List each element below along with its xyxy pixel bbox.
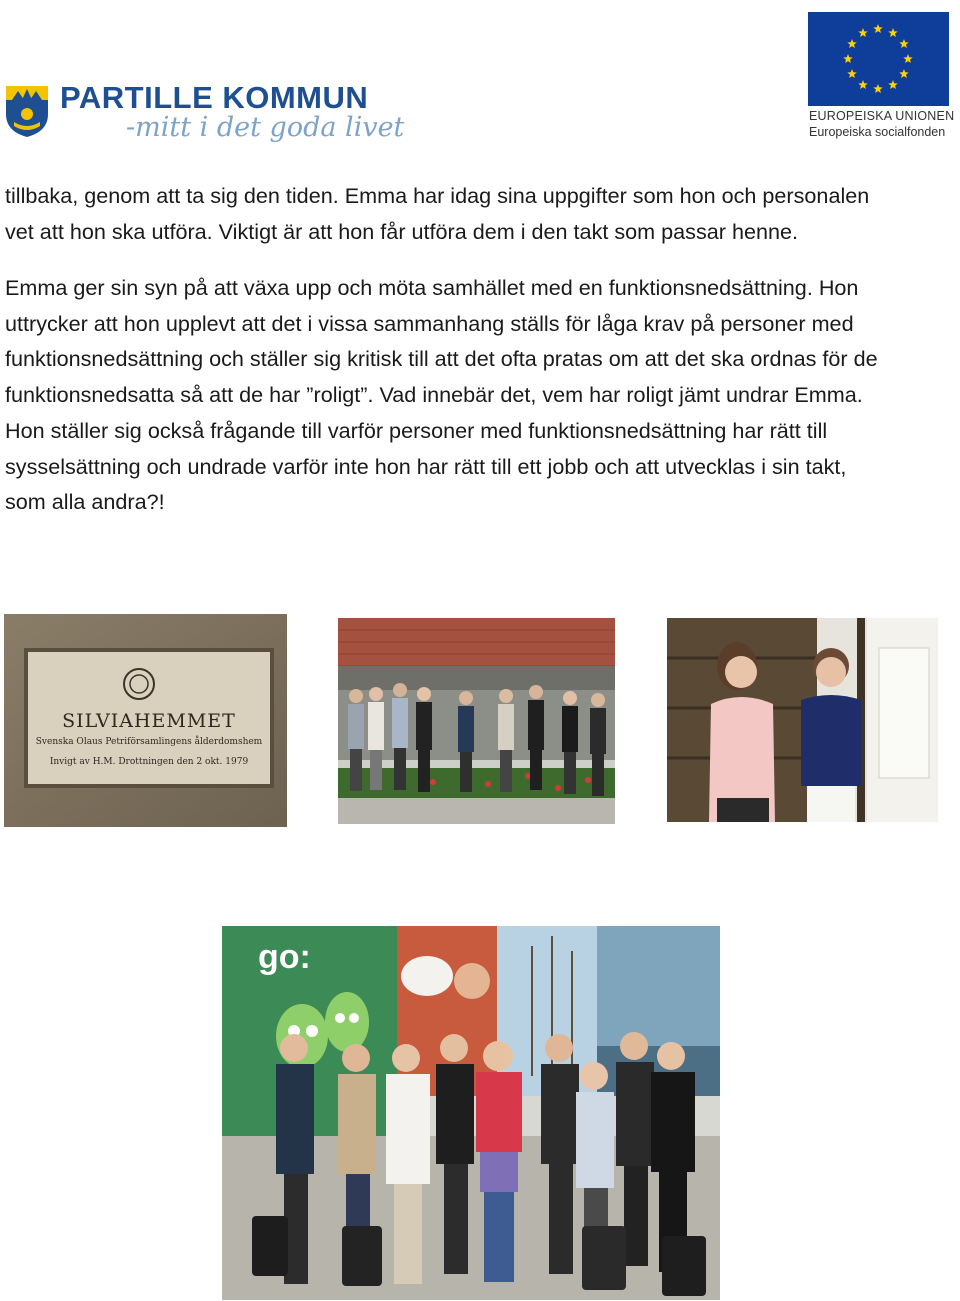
municipality-slogan: -mitt i det goda livet	[126, 112, 405, 143]
partille-kommun-logo	[4, 80, 405, 155]
eu-social-fund-label: Europeiska socialfonden	[809, 125, 946, 139]
plaque-title: SILVIAHEMMET	[62, 710, 236, 732]
eu-logo	[808, 12, 953, 142]
photo-group-outdoor	[338, 618, 615, 824]
text-line: Hon ställer sig också frågande till varför personer med funktionsnedsättning har rätt till	[5, 417, 828, 443]
text-line: sysselsättning och undrade varför inte hon har rätt till ett jobb och att utvecklas i sin takt,	[5, 453, 847, 479]
text-line: Emma ger sin syn på att växa upp och möta samhället med en funktionsnedsättning. Hon	[5, 275, 859, 300]
text-line: funktionsnedsättning och ställer sig kritisk till att det ofta pratas om att det ska ordnas för de	[5, 346, 878, 372]
paragraph-1	[5, 178, 960, 249]
photo-silviahemmet-plaque	[4, 614, 287, 827]
go-sign-text: go:	[258, 938, 311, 976]
eu-union-label: EUROPEISKA UNIONEN	[809, 109, 955, 123]
text-line: uttrycker att hon upplevt att det i vissa sammanhang ställs för låga krav på personer med	[5, 310, 854, 336]
photo-indoor-speakers	[667, 618, 938, 822]
text-line: som alla andra?!	[5, 489, 165, 515]
photo-group-indoor	[222, 926, 720, 1300]
plaque-subtitle: Svenska Olaus Petriförsamlingens ålderdomshem	[35, 737, 263, 747]
partille-crest-icon	[4, 84, 50, 138]
eu-flag-icon	[808, 12, 949, 106]
paragraph-2	[5, 270, 960, 520]
plaque-inscription: Invigt av H.M. Drottningen den 2 okt. 1979	[49, 757, 249, 767]
municipality-name: PARTILLE KOMMUN	[60, 80, 369, 115]
text-line: tillbaka, genom att ta sig den tiden. Emma har idag sina uppgifter som hon och personalen	[5, 183, 870, 208]
text-line: vet att hon ska utföra. Viktigt är att hon får utföra dem i den takt som passar henne.	[5, 218, 799, 244]
text-line: funktionsnedsatta så att de har ”roligt”. Vad innebär det, vem har roligt jämt undrar Emma.	[5, 382, 863, 408]
